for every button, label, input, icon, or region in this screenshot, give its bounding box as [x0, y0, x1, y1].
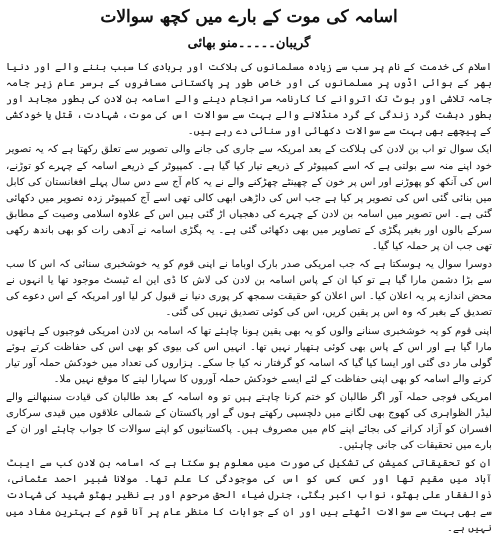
article-title: اسامہ کی موت کے بارے میں کچھ سوالات	[100, 7, 398, 27]
article-paragraph: ان کو تحقیقاتی کمیشن کی تشکیل کی صورت میں معلوم ہو سکتا ہے کہ اسامہ بن لادن کب سے ایبٹ آباد میں مقیم تھا اور کس کس کو اس کی موجودگی کا علم تھا۔ مولانا شبیر احمد عثمانی، ذوالفقار علی بھٹو، نواب اکبر بگٹی، جنرل ضیاء الحق مرحوم اور بے نظیر بھٹو شہید کی شہادت سے بھی بہت سے سوالات اٹھتے ہیں اور ان کے جوابات کا منظر عام پر آنا قوم کے بہترین مفاد میں نہیں ہے۔	[6, 458, 492, 534]
article-byline: گریبان۔۔۔۔۔منو بھائی	[187, 36, 311, 51]
article-paragraph: اپنی قوم کو یہ خوشخبری سنانے والوں کو یہ بھی یقین ہونا چاہئے تھا کہ اسامہ بن لادن امریکی فوجیوں کے ہاتھوں مارا گیا ہے اور اس کے پاس بھی کوئی ہتھیار نہیں تھا۔ انہیں اس کی بیوی کو بھی اس کی حفاظت کرتے ہوئے گولی مار دی گئی اور ایسا کیا گیا کہ اسامہ کو گرفتار نہ کیا جا سکے۔ ہزاروں کی تعداد میں خودکش حملہ آور تیار کرنے والے اسامہ کو بھی اپنی حفاظت کے لئے ایسے خودکش حملہ آوروں کا سہارا لینے کا موقع نہیں ملا۔	[6, 325, 492, 385]
article-paragraph: اسلام کی خدمت کے نام پر سب سے زیادہ مسلمانوں کی ہلاکت اور بربادی کا سبب بننے والے اور دنیا بھر کے ہوائی اڈوں پر مسلمانوں کی اور خاص طور پر پاکستانی مسافروں کے برسر عام زیر جامہ جامہ تلاشی اور بوٹ تک اتروانے کا کارنامہ سرانجام دینے والے اسامہ بن لادن کی بطور مجاہد اور بطور دہشت گرد زندگی کے گرد منڈلانے والے بہت سے سوالات اس کی موت، شہادت، قتل یا خودکشی کے پیچھے بھی بہت سے سوالات دکھائی اور سنائی دے رہے ہیں۔	[6, 62, 492, 138]
article-paragraph: دوسرا سوال یہ ہوسکتا ہے کہ جب امریکی صدر بارک اوباما نے اپنی قوم کو یہ خوشخبری سنائی کہ اس کا سب سے بڑا دشمن مارا گیا ہے تو کیا ان کے پاس اسامہ بن لادن کی لاش کا ڈی این اے ٹیسٹ موجود تھا یا انہوں نے محض اندازے پر یہ اعلان کیا۔ اس اعلان کو حقیقت سمجھ کر پوری دنیا نے قبول کر لیا اور امریکہ کے اس دعوے کی تصدیق کے بغیر کہ وہ اس پر یقین کریں، اس کی کوئی تصدیق نہیں کی گئی۔	[6, 259, 492, 319]
article-paragraph: ایک سوال تو اب بن لادن کی ہلاکت کے بعد امریکہ سے جاری کی جانے والی تصویر سے تعلق رکھتا ہے کہ یہ تصویر خود اپنے منہ سے بولتی ہے کہ اسے کمپیوٹر کے ذریعے تیار کیا گیا ہے۔ کمپیوٹر کے ذریعے اسامہ کے چہرے کو توڑنے، اس کی آنکھ کو پھوڑنے اور اس پر خون کے چھینٹے چھڑکنے والے نے یہ کام آج سے دس سال پہلے افغانستان کی کابل میں بنائی گئی اس کی تصویر پر کیا ہے جب اس کی داڑھی ابھی کالی تھی اسے آج کمپیوٹر زدہ تصویر میں دکھائی گئی ہے۔ اس تصویر میں اسامہ بن لادن کے چہرے کی دھجیاں اڑ گئی ہیں اس کے علاوہ اسلامی وصیت کے مطابق سرکے بالوں اور بغیر پگڑی کے تصاویر میں بھی دکھائی گئی ہے۔ یہ پگڑی اسامہ نے آدھی رات کو بھی باندھ رکھی تھی جب ان پر حملہ کیا گیا۔	[6, 144, 492, 253]
article-body	[6, 60, 492, 537]
article-paragraph: امریکی فوجی حملہ آور اگر طالبان کو ختم کرنا چاہتے ہیں تو وہ اسامہ کے بعد طالبان کی قیادت سنبھالنے والے لیڈر الظواہری کی کھوج بھی لگانے میں دلچسپی رکھتے ہوں گے اور پاکستان کے شمالی علاقوں میں قیدی سرکاری افسران کو آزاد کرانے کی بجائے اپنے کام میں مصروف ہیں۔ پاکستانیوں کو اپنے سوالات کا جواب چاہئے اور ان کے بارے میں تحقیقات کی جانی چاہئیں۔	[6, 391, 492, 452]
